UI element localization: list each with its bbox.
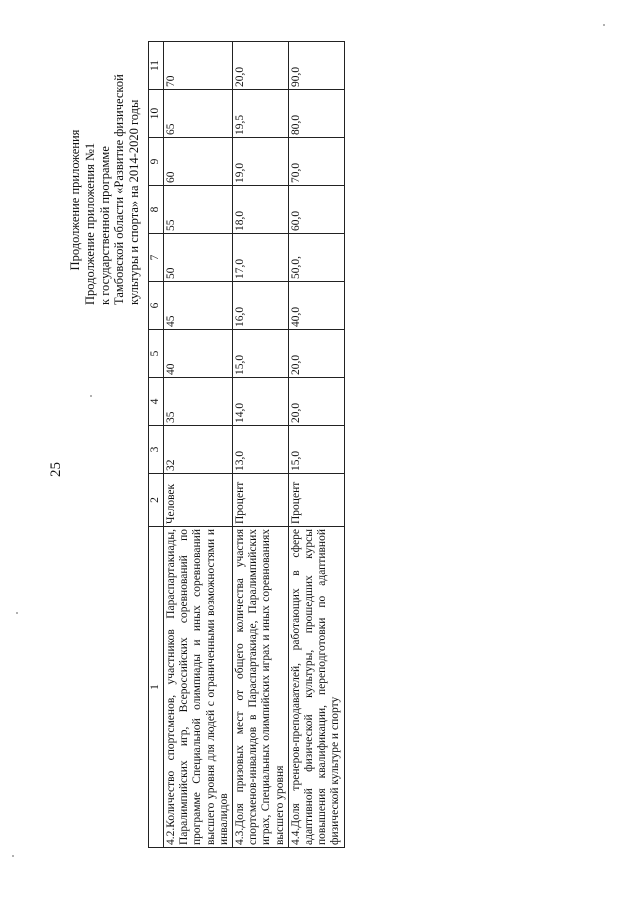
indicator-name: 4.2.Количество спортсменов, участников Параспартакиады, Паралимпийских игр, Всероссийских соревнований по программе Специальной олимпиады и иных соревнований высшего уровня для людей с ограниченными возможностями и инвалидов xyxy=(164,527,233,848)
value-cell: 50 xyxy=(164,234,233,282)
header-line-1: Продолжение приложения xyxy=(68,129,82,271)
table-row xyxy=(164,42,233,848)
scan-speck xyxy=(16,612,18,614)
col-number: 9 xyxy=(149,138,164,186)
value-cell: 14,0 xyxy=(233,378,289,426)
value-cell: 55 xyxy=(164,186,233,234)
indicator-name: 4.4.Доля тренеров-преподавателей, работающих в сфере адаптивной физической культуры, прошедших курсы повышения квалификации, переподготовки по адаптивной физической культуре и спорту xyxy=(288,527,344,848)
value-cell: 13,0 xyxy=(233,426,289,474)
unit-cell: Процент xyxy=(288,474,344,527)
header-line-4: Тамбовской области «Развитие физической xyxy=(112,74,127,305)
indicator-name: 4.3.Доля призовых мест от общего количества участия спортсменов-инвалидов в Параспартакиаде, Паралимпийских играх, Специальных олимпийских играх и иных соревнованиях высшего уровня xyxy=(233,527,289,848)
value-cell: 45 xyxy=(164,282,233,330)
table-row xyxy=(288,42,344,848)
value-cell: 65 xyxy=(164,90,233,138)
unit-cell: Процент xyxy=(233,474,289,527)
col-number: 10 xyxy=(149,90,164,138)
appendix-header xyxy=(68,45,142,305)
value-cell: 15,0 xyxy=(233,330,289,378)
col-number: 8 xyxy=(149,186,164,234)
value-cell: 20,0 xyxy=(233,42,289,90)
value-cell: 19,0 xyxy=(233,138,289,186)
column-number-row xyxy=(149,42,164,848)
scan-speck xyxy=(90,395,92,397)
page-number: 25 xyxy=(48,462,64,477)
value-cell: 32 xyxy=(164,426,233,474)
value-cell: 60,0 xyxy=(288,186,344,234)
value-cell: 20,0 xyxy=(288,378,344,426)
value-cell: 60 xyxy=(164,138,233,186)
scan-speck xyxy=(603,24,605,26)
value-cell: 17,0 xyxy=(233,234,289,282)
value-cell: 90,0 xyxy=(288,42,344,90)
header-line-2: Продолжение приложения №1 xyxy=(82,142,97,305)
table-row xyxy=(233,42,289,848)
scan-speck xyxy=(12,855,14,857)
value-cell: 50,0, xyxy=(288,234,344,282)
value-cell: 18,0 xyxy=(233,186,289,234)
col-number: 4 xyxy=(149,378,164,426)
value-cell: 40 xyxy=(164,330,233,378)
value-cell: 35 xyxy=(164,378,233,426)
col-number: 2 xyxy=(149,474,164,527)
indicators-table xyxy=(148,41,345,848)
header-line-3: к государственной программе xyxy=(97,146,112,305)
value-cell: 70 xyxy=(164,42,233,90)
col-number: 3 xyxy=(149,426,164,474)
value-cell: 20,0 xyxy=(288,330,344,378)
col-number: 1 xyxy=(149,527,164,848)
header-line-5: культуры и спорта» на 2014-2020 годы xyxy=(127,99,142,305)
value-cell: 16,0 xyxy=(233,282,289,330)
unit-cell: Человек xyxy=(164,474,233,527)
value-cell: 19,5 xyxy=(233,90,289,138)
col-number: 6 xyxy=(149,282,164,330)
value-cell: 15,0 xyxy=(288,426,344,474)
col-number: 5 xyxy=(149,330,164,378)
value-cell: 70,0 xyxy=(288,138,344,186)
col-number: 11 xyxy=(149,42,164,90)
value-cell: 80,0 xyxy=(288,90,344,138)
col-number: 7 xyxy=(149,234,164,282)
value-cell: 40,0 xyxy=(288,282,344,330)
